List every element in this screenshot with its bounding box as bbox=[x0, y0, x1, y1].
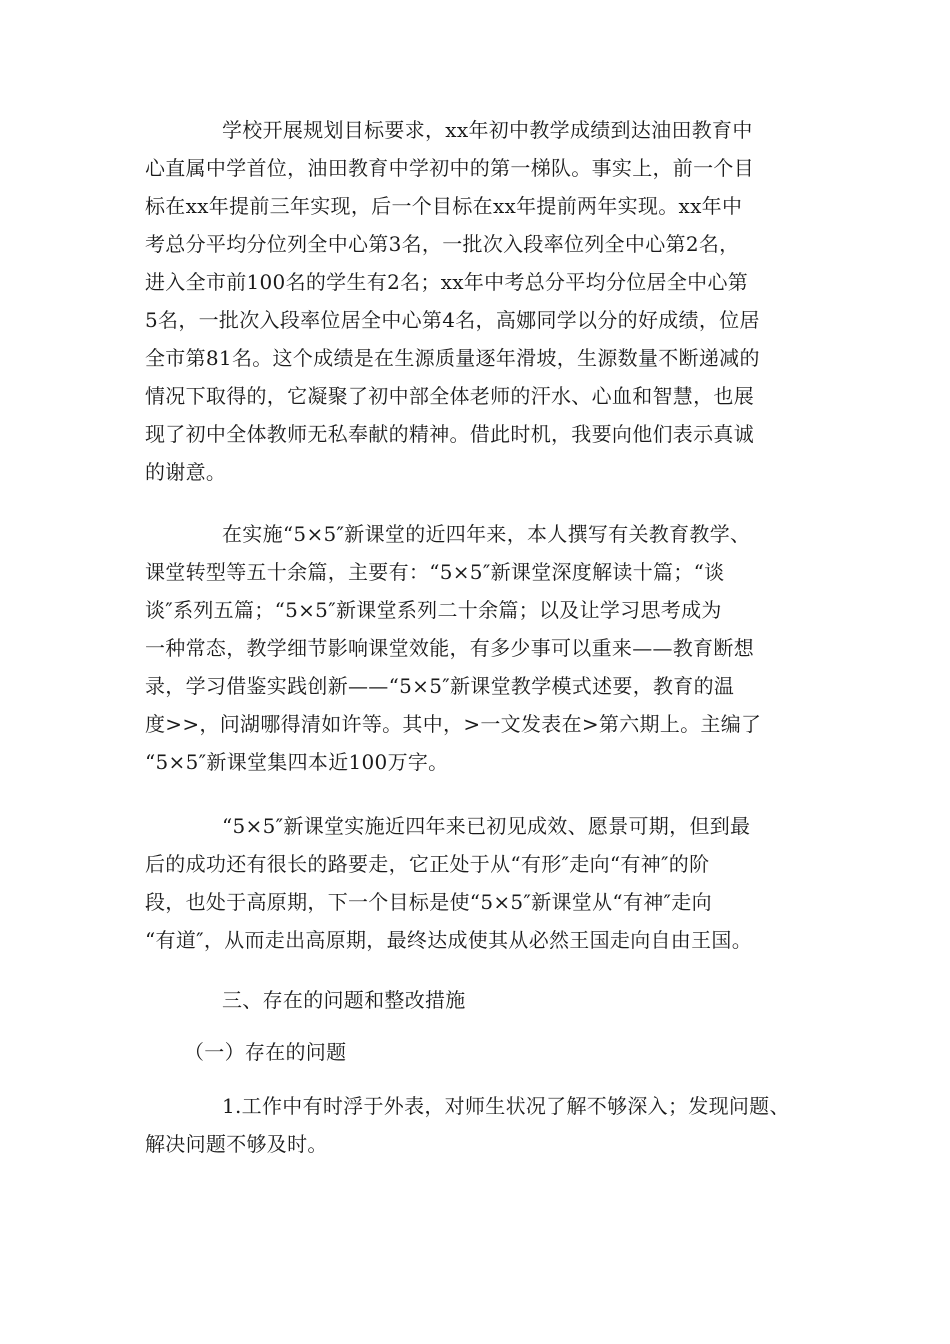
text-line: 进入全市前100名的学生有2名；xx年中考总分平均分位居全中心第 bbox=[145, 270, 749, 294]
text-line: 心直属中学首位，油田教育中学初中的第一梯队。事实上，前一个目 bbox=[145, 156, 754, 180]
text-line: 考总分平均分位列全中心第3名，一批次入段率位列全中心第2名， bbox=[145, 232, 740, 256]
text-line: “5×5″新课堂实施近四年来已初见成效、愿景可期，但到最 bbox=[222, 814, 751, 838]
text-line: 在实施“5×5″新课堂的近四年来，本人撰写有关教育教学、 bbox=[222, 522, 751, 546]
text-line: 现了初中全体教师无私奉献的精神。借此时机，我要向他们表示真诚 bbox=[145, 422, 754, 446]
text-line: 度>>，问湖哪得清如许等。其中，>一文发表在>第六期上。主编了 bbox=[145, 712, 762, 736]
text-line: 5名，一批次入段率位居全中心第4名，高娜同学以分的好成绩，位居 bbox=[145, 308, 760, 332]
text-line: 课堂转型等五十余篇，主要有：“5×5″新课堂深度解读十篇；“谈 bbox=[145, 560, 725, 584]
subsection-heading: （一）存在的问题 bbox=[184, 1040, 347, 1064]
text-line: 学校开展规划目标要求，xx年初中教学成绩到达油田教育中 bbox=[222, 118, 753, 142]
text-line: 录，学习借鉴实践创新——“5×5″新课堂教学模式述要，教育的温 bbox=[145, 674, 735, 698]
text-line: 一种常态，教学细节影响课堂效能，有多少事可以重来——教育断想 bbox=[145, 636, 754, 660]
text-line: 谈″系列五篇；“5×5″新课堂系列二十余篇；以及让学习思考成为 bbox=[145, 598, 722, 622]
text-line: 段，也处于高原期，下一个目标是使“5×5″新课堂从“有神″走向 bbox=[145, 890, 712, 914]
text-line: 全市第81名。这个成绩是在生源质量逐年滑坡，生源数量不断递减的 bbox=[145, 346, 760, 370]
section-heading: 三、存在的问题和整改措施 bbox=[222, 988, 466, 1012]
text-line: 解决问题不够及时。 bbox=[145, 1132, 328, 1156]
text-line: “5×5″新课堂集四本近100万字。 bbox=[145, 750, 449, 774]
text-line: 1.工作中有时浮于外表，对师生状况了解不够深入；发现问题、 bbox=[222, 1094, 790, 1118]
text-line: 标在xx年提前三年实现，后一个目标在xx年提前两年实现。xx年中 bbox=[145, 194, 743, 218]
text-line: 情况下取得的，它凝聚了初中部全体老师的汗水、心血和智慧，也展 bbox=[145, 384, 754, 408]
text-line: 后的成功还有很长的路要走，它正处于从“有形″走向“有神″的阶 bbox=[145, 852, 710, 876]
text-line: 的谢意。 bbox=[145, 460, 227, 484]
text-line: “有道″，从而走出高原期，最终达成使其从必然王国走向自由王国。 bbox=[145, 928, 752, 952]
